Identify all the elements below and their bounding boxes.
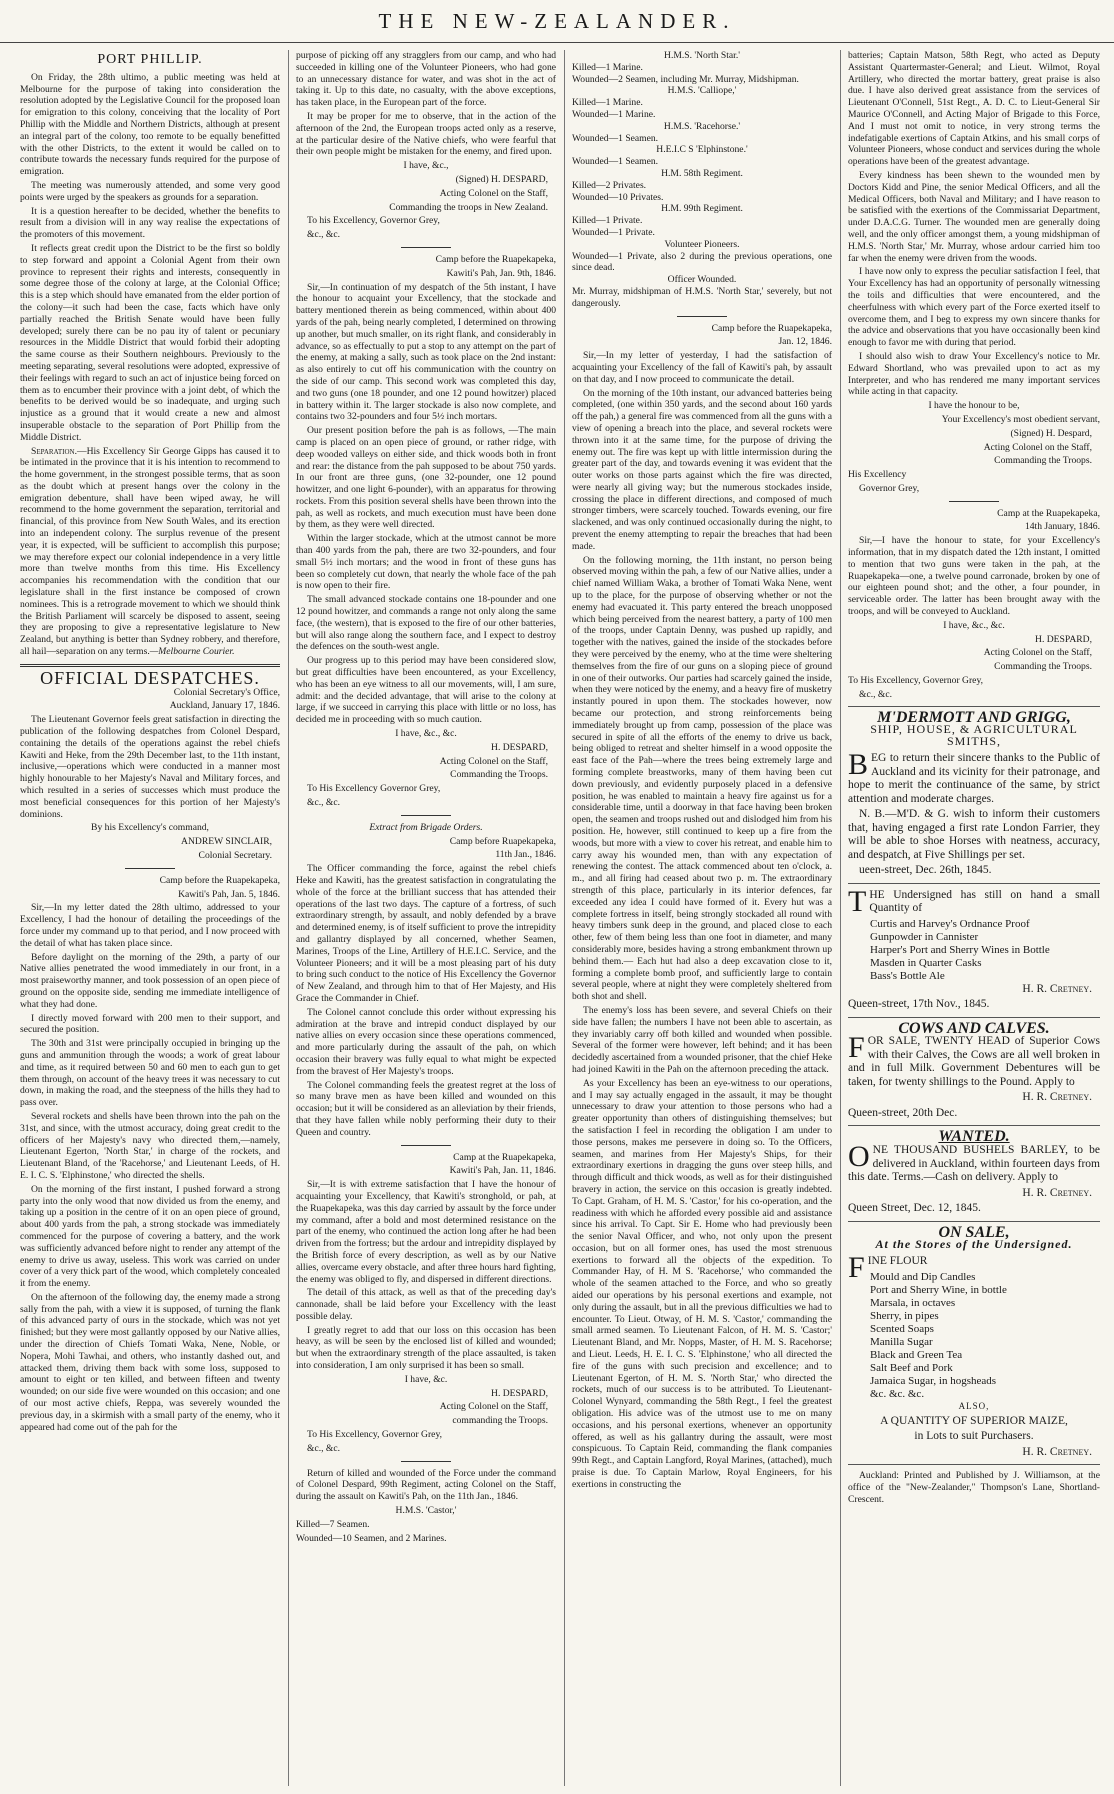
addressee: His Excellency [848,469,907,481]
dateline: Jan. 12, 1846. [778,336,832,348]
dateline: Camp before the Ruapekapeka, [711,322,832,334]
ad-text: OR SALE, TWENTY HEAD of Superior Cows with their Calves, the Cows are all well broken in and in full Milk. Government Debentures will be taken, for twenty shillings to the Pound. Apply to [848,1035,1100,1088]
ad-divider [848,883,1100,884]
addressee: To his Excellency, Governor Grey, [307,215,440,227]
casualty-line: Wounded—1 Marine. [572,108,656,120]
mdermott-grigg-ad-subheading: SHIP, HOUSE, & AGRICULTURAL SMITHS, [870,722,1078,749]
paragraph: Every kindness has been shewn to the wounded men by Doctors Kidd and Pine, the senior Medical Officers, and all the Medical Officers, both Naval and Military; and I have reason to be satisfied with the exertions of the Commissariat Department, under D.A.C.G. Turner. The wounded men are generally doing well, and the only officer amongst them, a young midshipman of H.M.S. 'North Star,' Mr. Murray, whose ardour carried him too far when the enemy were driven from the woods. [848,169,1100,264]
ad-divider [848,1017,1100,1018]
ad-divider [848,1221,1100,1222]
divider [401,815,451,816]
paragraph: Sir,—I have the honour to state, for your Excellency's information, that in my dispatch dated the 12th instant, I omitted to mention that two guns were taken in the pah, at the Ruapekapeka—one, a twelve pound carronade, broken by one of our eighteen pound shot; and the other, a four pounder, in serviceable order. The latter has been brought away with the troops, and will be conveyed to Auckland. [848,535,1100,618]
drop-cap: O [848,1140,870,1174]
ship-name: H.M.S. 'Castor,' [395,1505,457,1517]
dateline: Camp at the Ruapekapeka, [997,507,1100,519]
unit-name: Officer Wounded. [667,274,737,286]
paragraph: Sir,—In continuation of my despatch of the 5th instant, I have the honour to acquaint your Excellency, that the stockade and battery mentioned therein as being commenced, within about 400 yards of the pah, being nearly completed, I determined on throwing up another, but much smaller, on its right flank, and considerably in advance, so as effectually to put a stop to any attempt on the part of the enemy, at making a sally, such as took place on the 2nd instant: as also entirely to cut off his communication with the country on the side of our camp. This second work was completed this day, and two guns (one 18 pounder, and one 12 pound howitzer) placed in battery within it. The larger stockade is also now complete, and contains two 32-pounders and four 5½ inch mortars. [296,281,556,423]
goods-item: Port and Sherry Wine, in bottle [870,1283,1007,1296]
goods-item: Manilla Sugar [870,1335,933,1348]
paragraph: Before daylight on the morning of the 29th, a party of our Native allies penetrated the wood immediately in our front, in a most praiseworthy manner, and took possession of an open piece of ground on the opposite side, sending me immediate intelligence of what they had done. [20,951,280,1010]
ad-date: ueen-street, Dec. 26th, 1845. [859,864,992,877]
dateline: Camp before the Ruapekapeka, [435,253,556,265]
column-rule [288,50,289,1786]
column-1 [20,50,280,1786]
ad-paragraph: N. B.—M'D. & G. wish to inform their customers that, having engaged a first rate London Farrier, they will be able to shoe Horses with neatness, accuracy, and despatch, at Five Shillings per set. [848,808,1100,861]
paragraph: On Friday, the 28th ultimo, a public meeting was held at Melbourne for the purpose of taking into consideration the resolution adopted by the Legislative Council for the proposed loan for emigration to this colony, conceiving that the locality of Port Phillip with the Middle and Northern Districts, although at present an integral part of the colony, too remote to be equally benefitted with the other Districts, to the extent it would be called on to contribute towards the necessary funds required for the purpose of emigration. [20,71,280,178]
port-phillip-heading: PORT PHILLIP. [97,52,203,67]
paragraph: I greatly regret to add that our loss on this occasion has been heavy, as will be seen by the enclosed list of killed and wounded; but when the extraordinary strength of the place assaulted, is taken into consideration, I am only surprised it has been so small. [296,1324,556,1372]
paragraph: Sir,—In my letter of yesterday, I had the satisfaction of acquainting your Excellency of the fall of Kawiti's pah, by assault on that day, and I now proceed to communicate the detail. [572,350,832,385]
cows-calves-ad-heading: COWS AND CALVES. [898,1019,1050,1037]
addressee: &c., &c. [307,797,341,809]
signatory-role: Acting Colonel on the Staff, [439,755,548,767]
paragraph: Sir,—In my letter dated the 28th ultimo, addressed to your Excellency, I had the honour of detailing the proceedings of the force under my command up to that period, and I now proceed with the detail of what has taken place since. [20,902,280,949]
paragraph: I have now only to express the peculiar satisfaction I feel, that Your Excellency has had an opportunity of personally witnessing the toils and difficulties that were encountered, and the cheerfulness with which every part of the Force exerted itself to overcome them, and I beg to express my own sincere thanks for the advice and observations that you have occasionally been kind enough to favor me with during that period. [848,266,1100,349]
casualty-line: Killed—1 Marine. [572,61,643,73]
ad-text: NE THOUSAND BUSHELS BARLEY, to be delivered in Auckland, within fourteen days from this date. Terms.—Cash on delivery. Apply to [848,1144,1100,1184]
ad-paragraph [848,884,1100,918]
signatory: (Signed) H. DESPARD, [455,173,548,185]
addressee: To His Excellency, Governor Grey, [307,1429,443,1441]
regiment-name: H.M. 99th Regiment. [661,203,743,215]
mdermott-grigg-ad-heading: M'DERMOTT AND GRIGG, [877,708,1071,726]
paragraph: The detail of this attack, as well as that of the preceding day's cannonade, shall be laid before your Excellency with the least possible delay. [296,1287,556,1322]
ad-date: Queen Street, Dec. 12, 1845. [848,1202,981,1215]
paragraph: The small advanced stockade contains one 18-pounder and one 12 pound howitzer, and commands a range not only along the same face, (the western), that is exposed to the fire of our other batteries, but will also range along the southern face, and I expect to destroy the defences on the south-west angle. [296,594,556,653]
on-sale-ad-heading: ON SALE, [938,1223,1010,1241]
goods-item: Curtis and Harvey's Ordnance Proof [870,917,1030,930]
dateline: Auckland, January 17, 1846. [169,700,280,712]
goods-item: &c. &c. &c. [870,1387,925,1400]
paragraph: Within the larger stockade, which at the utmost cannot be more than 400 yards from the pah, there are two 32-pounders, and four small 5½ inch mortars; and the wood in front of these guns has been so completely cut down, that nearly the whole face of the pah is now open to their fire. [296,533,556,592]
ad-line: A QUANTITY OF SUPERIOR MAIZE, [880,1414,1068,1427]
imprint-divider [848,1464,1100,1465]
paragraph: purpose of picking off any stragglers from our camp, and who had succeeded in killing one of the Volunteer Pioneers, who had gone to an unnecessary distance for water, and was shot in the act of taking it. Up to this date, no casualty, with the above exceptions, has taken place, in the European part of the force. [296,50,556,109]
ad-line: in Lots to suit Purchasers. [914,1430,1034,1443]
drop-cap: F [848,1251,865,1285]
signatory-role: Colonial Secretary. [198,850,272,861]
paragraph: The Lieutenant Governor feels great satisfaction in directing the publication of the following despatches from Colonel Despard, containing the details of the operations against the rebel chiefs Kawiti and Heke, from the 29th December last, to the 11th instant, inclusive,—operations which were conducted in a manner most highly honourable to her Majesty's Naval and Military forces, and which resulted in a series of successes which must produce the most beneficial consequences for this portion of her Majesty's dominions. [20,714,280,820]
divider [401,247,451,248]
addressee: To His Excellency Governor Grey, [307,783,441,795]
signatory: ANDREW SINCLAIR, [181,836,272,848]
addressee: To His Excellency, Governor Grey, [848,675,984,687]
divider [949,501,999,502]
signatory-role: Commanding the troops in New Zealand. [389,201,548,213]
casualty-list [572,50,832,310]
paragraph: Return of killed and wounded of the Force under the command of Colonel Despard, 99th Regiment, acting Colonel on the Staff, during the assault on Kawiti's Pah, on the 11th Jan., 1846. [296,1467,556,1503]
divider [20,664,280,667]
divider [401,1461,451,1462]
casualty-line: Wounded—10 Privates. [572,191,664,203]
column-4 [848,50,1100,1786]
goods-item: Harper's Port and Sherry Wines in Bottle [870,943,1050,956]
ship-name: H.M.S. 'North Star.' [664,50,740,61]
dateline: Kawiti's Pah, Jan. 9th, 1846. [446,267,556,279]
dateline: 14th January, 1846. [1024,521,1100,533]
goods-item: Jamaica Sugar, in hogsheads [870,1374,997,1387]
dateline: Camp at the Ruapekapeka, [453,1151,556,1163]
masthead: THE NEW-ZEALANDER. [0,0,1114,43]
imprint: Auckland: Printed and Published by J. Williamson, at the office of the "New-Zealander," Thompson's Lane, Shortland-Crescent. [848,1470,1100,1505]
brigade-orders-heading: Extract from Brigade Orders. [369,821,483,833]
column-2 [296,50,556,1786]
ad-divider [848,1125,1100,1126]
closing: I have, &c., &c. [395,728,457,740]
casualty-line: Wounded—1 Private. [572,226,655,238]
casualty-line: Wounded—1 Seamen. [572,132,659,144]
separation-text: —His Excellency Sir George Gipps has caused it to be intimated in the province that it is his intention to recommend to the home government, in the strongest possible terms, that as soon as the doubt which at present hangs over the colony in the emigration debenture, shall have been wiped away, he will recommend to the home government the separation, territorial and financial, of this province from New South Wales, and its erection into an independent colony. The surplus revenue of the present year, it is expected, will be sufficient to accomplish this purpose; we may therefore expect our colonial independence in a very little more than twelve months from this time. His Excellency accompanies his recommendation with the condition that our legislature shall in the first instance be composed of crown nominees. This is a retrograde movement to which we should think the British Parliament will scarcely be disposed to assent, seeing they are proposing to give a representative legislature to New Zealand, but anything is better than Sydney robbery, and therefore, all hail—separation on any terms. [20,445,280,658]
unit-name: Volunteer Pioneers. [664,238,740,250]
closing: I have the honour to be, [928,400,1020,412]
dateline: Camp before the Ruapekapeka, [159,874,280,886]
goods-item: Sherry, in pipes [870,1309,939,1322]
dateline: Kawiti's Pah, Jan. 11, 1846. [449,1165,556,1177]
column-rule [840,50,841,1786]
drop-cap: F [848,1031,865,1065]
ad-text: INE FLOUR [867,1255,928,1268]
paragraph: The 30th and 31st were principally occupied in bringing up the guns and ammunition through the woods; a work of great labour and time, as it required between 50 and 60 men to each gun to get them through, on account of the heavy trees it was necessary to cut down, in making the road, and the steepness of the hills they had to pass over. [20,1038,280,1109]
paragraph: On the morning of the 10th instant, our advanced batteries being completed, (one within 350 yards, and the second about 160 yards off the pah,) a general fire was commenced from all the guns with a view of opening a breach into the place, and several rockets were thrown into it at the same time, for the purpose of driving the enemy out. The fire was kept up with little intermission during the greater part of the day, and towards evening it was evident that the outer works on those parts against which the fire was directed, were nearly all giving way; but the numerous stockades inside, crossing the place in different directions, and composed of much stronger timbers, were scarcely touched. Towards evening, our fire slackened, and was only continued occasionally during the night, to prevent the enemy attempting to repair the breaches that had been made. [572,387,832,552]
closing: I have, &c., [403,160,449,172]
source-credit: —Melbourne Courier. [149,646,235,658]
goods-item: Scented Soaps [870,1322,934,1335]
paragraph: It may be proper for me to observe, that in the action of the afternoon of the 2nd, the European troops acted only as a reserve, at the particular desire of the Native chiefs, who were fearful that their own people might be mistaken for the enemy, and fired upon. [296,110,556,158]
command-line: By his Excellency's command, [91,822,209,834]
closing: I have, &c. [404,1373,448,1385]
goods-item: Gunpowder in Cannister [870,930,979,943]
paragraph: On the morning of the first instant, I pushed forward a strong party into the only wood that now divided us from the enemy, and taking up a position in the centre of it on an open piece of ground, about 400 yards from the pah, a strong stockade was immediately commenced for the purpose of covering a battery, and the work was sufficiently advanced before night to render any attempt of the enemy to drive us away, useless. This work was carried on under cover of a very thick part of the wood, which completely concealed it from the enemy. [20,1183,280,1290]
ship-name: H.M.S. 'Racehorse.' [663,120,741,132]
closing: Your Excellency's most obedient servant, [941,413,1100,425]
paragraph: I directly moved forward with 200 men to their support, and secured the position. [20,1012,280,1036]
drop-cap: B [848,748,869,782]
ad-text: EG to return their sincere thanks to the Public of Auckland and its vicinity for their patronage, and hope to merit the continuance of the same, by strict attention and moderate charges. [848,752,1100,805]
goods-item: Mould and Dip Candles [870,1270,976,1283]
column-3 [572,50,832,1786]
ad-also: ALSO, [958,1400,990,1411]
signatory-role: commanding the Troops. [452,1415,548,1427]
ad-paragraph [848,1140,1100,1185]
paragraph: It reflects great credit upon the District to be the first so boldly to step forward and appoint a Colonial Agent from their own province to represent their rights and interests, consequently in some degree those of the colony at large, at the Colonial Office; this is a step which should have emanated from the elder portion of the colony—it such had been the case, facts which have only partially reached the British Senate would have been fully developed; surely there can be no pau ity of talent or pecuniary resources in the Middle District that would forbid their adopting the same course as their Southern neighbours. Previously to the meeting separating, several resolutions were adopted, expressive of their feelings with regard to such an act of injustice being forced on them as to encumber their province with a joint debt, of which the benefits to be derived would be so inadequate, and urging such injustice as a ground that it would create a new and almost insuperable obstacle to the separation of Port Phillip from the Middle District. [20,242,280,443]
addressee: &c., &c. [859,688,893,700]
casualty-line: Killed—1 Private. [572,215,643,227]
paragraph: The Officer commanding the force, against the rebel chiefs Heke and Kawiti, has the greatest satisfaction in congratulating the whole of the force at the brilliant success that has attended their operations of the last two days. The capture of a fortress, of such extraordinary strength, by assault, and nobly defended by a brave and determined enemy, is of itself sufficient to prove the intrepidity and gallantry displayed by all concerned, whether Seamen, Marines, Troops of the Line, Artillery of H.E.I.C. Service, and the Volunteer Pioneers; and it will be a most pleasing part of his duty to bring such conduct to the notice of His Excellency the Governor of New Zealand, and through him to that of Her Majesty, and His Grace the Commander in Chief. [296,863,556,1004]
dateline: 11th Jan., 1846. [495,849,556,861]
separation-lead: Separation. [31,445,77,457]
ship-name: H.E.I.C S 'Elphinstone.' [656,144,748,156]
paragraph [20,446,280,658]
paragraph: The meeting was numerously attended, and some very good points were urged by the speakers as grounds for a separation. [20,179,280,203]
signatory-role: Commanding the Troops. [994,455,1092,467]
divider [677,316,727,317]
signatory-role: Acting Colonel on the Staff, [439,1401,548,1413]
paragraph: On the afternoon of the following day, the enemy made a strong sally from the pah, with a view it is supposed, of turning the flank of this advanced party of ours in the stockade, which was not yet finished; but they were most gallantly opposed by our Native allies, under the direction of Chiefs Tomati Waka, Nene, Noble, or Nopera, Mohi Tawhai, and others, who instantly dashed out, and attacked them, driving them back with some loss, supposed to amount to eight or ten killed, and between fifteen and twenty wounded; on our side five were wounded on this occasion; and one of our most active chiefs, Reppa, was severely wounded the previous day, in a skirmish with a small party of the enemy, who it appeared had come out of the pah for the [20,1291,280,1433]
regiment-name: H.M. 58th Regiment. [661,167,743,179]
goods-list [848,1271,1100,1401]
closing: I have, &c., &c. [943,619,1005,631]
ad-paragraph [848,1031,1100,1089]
column-rule [564,50,565,1786]
drop-cap: T [848,884,867,918]
paragraph: The Colonel cannot conclude this order without expressing his admiration at the brave and intrepid conduct displayed by our native allies on every occasion since these operations commenced, and more particularly during the assault of the pah, on which occasion their bravery was fully equal to what might be expected from the bravest of Her Majesty's troops. [296,1006,556,1077]
paragraph: As your Excellency has been an eye-witness to our operations, and I may say actually engaged in the assault, it may be thought unnecessary to draw your attention to those persons who had a greater opportunity than others of distinguishing themselves; but the satisfaction I feel in recording the obligation I am under to those persons, makes me persevere in doing so. To the Officers, seamen, and marines from Her Majesty's Ships, for their extraordinary exertions in dragging the guns over steep hills, and through difficult and thick woods, as well as for their distinguished bravery in action, the service on this occasion is greatly indebted. To Capt. Graham, of H. M. S. 'Castor,' for his co-operation, and the readiness with which he afforded every possible aid and assistance since his arrival. To Capt. Sir E. Home who had previously been the senior Naval Officer, and who, not only upon the present occasion, but on all former ones, has used the most strenuous exertions to forward all the objects of the expedition. To Commander Hay, of H. M S. 'Racehorse,' who commanded the whole of the seamen attached to the Force, and who so greatly aided our operations by his personal exertions and example, not only during the assault, but in all the previous difficulties we had to encounter. To Lieut. Otway, of H. M. S. 'Castor,' commanding the small armed seamen. To Lieutenant Falcon, of H. M. S. 'Castor;' Lieutenant Bland, and Mr. Nopps, Master, of H. M. S. Racehorse; and Lieut. Leeds, H. E. I. C. S. 'Elphinstone,' who all directed the fire of the guns with such precision and excellence; and to Lieutenant Egerton, of H. M. S. 'North Star,' who directed the rockets, much of our success is to be attributed. To Lieutenant-Colonel Wynyard, commanding the 58th Regt., I feel the greatest obligation. His advice was of the utmost use to me on many occasions, and his personal exertions, whenever an opportunity offered, as well as his gallantry during the assault, were most conspicuous. To Captain Reid, commanding the flank companies 99th Regt., and Captain Langford, Royal Marines, (attached), much praise is due. To Captain Marlow, Royal Engineers, for his exertions in constructing the [572,1077,832,1490]
advertiser-signature: H. R. Cretney. [1022,1186,1092,1199]
signatory-role: Acting Colonel on the Staff, [983,647,1092,659]
goods-item: Marsala, in octaves [870,1296,956,1309]
ad-divider [848,706,1100,707]
paragraph: batteries; Captain Matson, 58th Regt, who acted as Deputy Assistant Quartermaster-General; and Lieut. Wilmot, Royal Artillery, who directed the mortar battery, great praise is also due. I have also derived great assistance from the services of Lieutenant O'Connell, 51st Regt., A. D. C. to Lieut-General Sir Maurice O'Connell, and Acting Major of Brigade to this Force, And I must not omit to notice, in very strong terms the indefatigable exertions of Captain Atkins, and his small corps of Volunteer Pioneers, whose conduct and services during the whole operations have been of the greatest advantage. [848,50,1100,168]
paragraph: The enemy's loss has been severe, and several Chiefs on their side have fallen; the numbers I have not been able to ascertain, as they invariably carry off both killed and wounded when possible. Several of the former were however, left behind; and it has been decidedly ascertained from a wounded prisoner, that the chief Heke had joined Kawiti in the Pah on the afternoon preceding the attack. [572,1004,832,1075]
casualty-line: Mr. Murray, midshipman of H.M.S. 'North Star,' severely, but not dangerously. [572,285,832,309]
paragraph: Several rockets and shells have been thrown into the pah on the 31st, and since, with the utmost accuracy, doing great credit to the officers of her Majesty's navy who directed them,—namely, Lieutenant Egerton, 'North Star,' in charge of the rockets, and Lieutenant Bland, of the 'Racehorse,' and Lieutenant Leeds, of H. E. I. C. S. 'Elphinstone,' who directed the shells. [20,1110,280,1181]
addressee: &c., &c. [307,1442,341,1454]
goods-item: Bass's Bottle Ale [870,969,945,982]
casualty-line: Killed—7 Seamen. [296,1518,370,1530]
dateline: Camp before Ruapekapeka, [449,835,556,847]
signatory-role: Commanding the Troops. [450,769,548,781]
paragraph: It is a question hereafter to be decided, whether the benefits to result from a division will in any way realise the expectations of the promoters of this movement. [20,205,280,241]
dateline: Kawiti's Pah, Jan. 5, 1846. [178,888,280,900]
wanted-ad-heading: WANTED. [938,1128,1010,1146]
goods-item: Salt Beef and Pork [870,1361,953,1374]
ad-text: HE Undersigned has still on hand a small Quantity of [869,888,1100,915]
ad-paragraph [848,748,1100,806]
signatory: H. DESPARD, [1035,633,1092,645]
addressee: &c., &c. [307,229,341,241]
signatory: H. DESPARD, [491,741,548,753]
signatory: H. DESPARD, [491,1387,548,1399]
dateline: Colonial Secretary's Office, [173,686,280,698]
advertiser-signature: H. R. Cretney. [1022,1091,1092,1104]
official-despatches-heading: OFFICIAL DESPATCHES. [40,667,260,688]
ad-date: Queen-street, 17th Nov., 1845. [848,998,990,1011]
signatory-role: Acting Colonel on the Staff, [983,441,1092,453]
paragraph: Sir,—It is with extreme satisfaction that I have the honour of acquainting your Excellency, that Kawiti's stronghold, or pah, at the Ruapekapeka, was this day carried by assault by the force under my command, after a bold and most determined resistance on the part of the enemy, who continued the action long after he had been driven from the fortress; but the ardour and intrepidity displayed by the British force of every description, as well as by our Native allies, overcame every obstacle, and after three hours hard fighting, the enemy was obliged to fly, and dispersed in different directions. [296,1179,556,1285]
casualty-line: Wounded—1 Private, also 2 during the previous operations, one since dead. [572,250,832,274]
divider [401,1145,451,1146]
casualty-line: Wounded—2 Seamen, including Mr. Murray, Midshipman. [572,73,799,85]
advertiser-signature: H. R. Cretney. [1022,1445,1092,1458]
divider [125,868,175,869]
goods-list [848,918,1100,983]
goods-item: Masden in Quarter Casks [870,956,982,969]
paragraph: I should also wish to draw Your Excellency's notice to Mr. Edward Shortland, who was prevailed upon to act as my Interpreter, and who has rendered me many important services while acting in that capacity. [848,350,1100,398]
signatory: (Signed) H. Despard, [1010,427,1092,439]
addressee: Governor Grey, [859,482,920,494]
casualty-line: Wounded—10 Seamen, and 2 Marines. [296,1532,447,1544]
advertiser-signature: H. R. Cretney. [1022,982,1092,995]
paragraph: Our progress up to this period may have been considered slow, but great difficulties have been encountered, as your Excellency, who has been an eye witness to all our movements, will, I am sure, admit: and the decided advantage, that will arise to the colony at large, if we succeed in carrying this place with little or no loss, has decided me in proceeding with so much caution. [296,655,556,726]
ship-name: H.M.S. 'Calliope,' [667,85,737,97]
signatory-role: Acting Colonel on the Staff, [439,187,548,199]
paragraph: Our present position before the pah is as follows, —The main camp is placed on an open piece of ground, or rather ridge, with deep wooded valleys on either side, and thick woods both in front and rear: the distance from the pah supposed to be about 750 yards. In our front are three guns, (one 32-pounder, one 12 pound howitzer, and one light 6-pounder), with an apparatus for throwing rockets. From this position several shells have been thrown into the pah, as well as rockets, and much execution must have been done by them, as they were well directed. [296,425,556,531]
signatory-role: Commanding the Troops. [994,661,1092,673]
ad-date: Queen-street, 20th Dec. [848,1106,958,1119]
paragraph: The Colonel commanding feels the greatest regret at the loss of so many brave men as have been killed and wounded on this occasion; but it will be considered as an alleviation by their friends, that they have fallen while nobly performing their duty to their Queen and country. [296,1079,556,1138]
casualty-line: Wounded—1 Seamen. [572,156,659,168]
goods-item: Black and Green Tea [870,1348,963,1361]
paragraph: On the following morning, the 11th instant, no person being observed moving within the pah, a few of our Native allies, under a chief named William Waka, a brother of Tomati Waka Nene, went up to the place, for the purpose of observing whether or not the enemy had evacuated it. This party entered the breach unopposed which being perceived from the nearest battery, a party of 100 men of the troops, under Captain Denny, was pushed up rapidly, and together with the natives, gained the inside of the stockades before they were perceived by the enemy, who at the time were sheltering themselves from the fire of our guns on a sloping piece of ground in one of their outworks. Our parties had scarcely gained the inside, when they were noticed by the enemy, and a heavy fire of musketry instantly poured in upon them. The stockades however, now became our protection, and strong reinforcements being immediately brought up from camp, possession of the place was secured in spite of all the efforts of the enemy to drive us back, being obliged to retreat and shelter himself in a wood opposite the east face of the Pah—where the trees being extremely large and forming complete breastworks, many of them having been cut down previously, and evidently purposely placed in a defensive position, he was enabled to maintain a heavy fire against us for a considerable time, until a doorway in that face having been broken open, the seamen and troops rushed out and dislodged him from his position. He, however, still continued to keep up a fire from the woods, but more with a view to cover his retreat, and enable him to carry away his wounded men, than with any expectation of renewing the contest. The attack commenced about ten o'clock, a. m., and all firing had ceased about two p. m. The extraordinary strength of this place, particularly in its interior defences, far exceeded any idea I could have formed of it. Every hut was a complete fortress in itself, being strongly stockaded all round with heavy timbers sunk deep in the ground, and placed close to each other, few of them being less than one foot in diameter, and many considerably more, besides having a strong embankment thrown up behind them.— Each hut had also a deep excavation close to it, forming a complete bomb proof, and sufficiently large to contain several people, where at night they were completely sheltered from both shot and shell. [572,554,832,1003]
on-sale-ad-subheading: At the Stores of the Undersigned. [875,1237,1073,1252]
casualty-line: Killed—2 Privates. [572,179,647,191]
casualty-line: Killed—1 Marine. [572,97,643,109]
